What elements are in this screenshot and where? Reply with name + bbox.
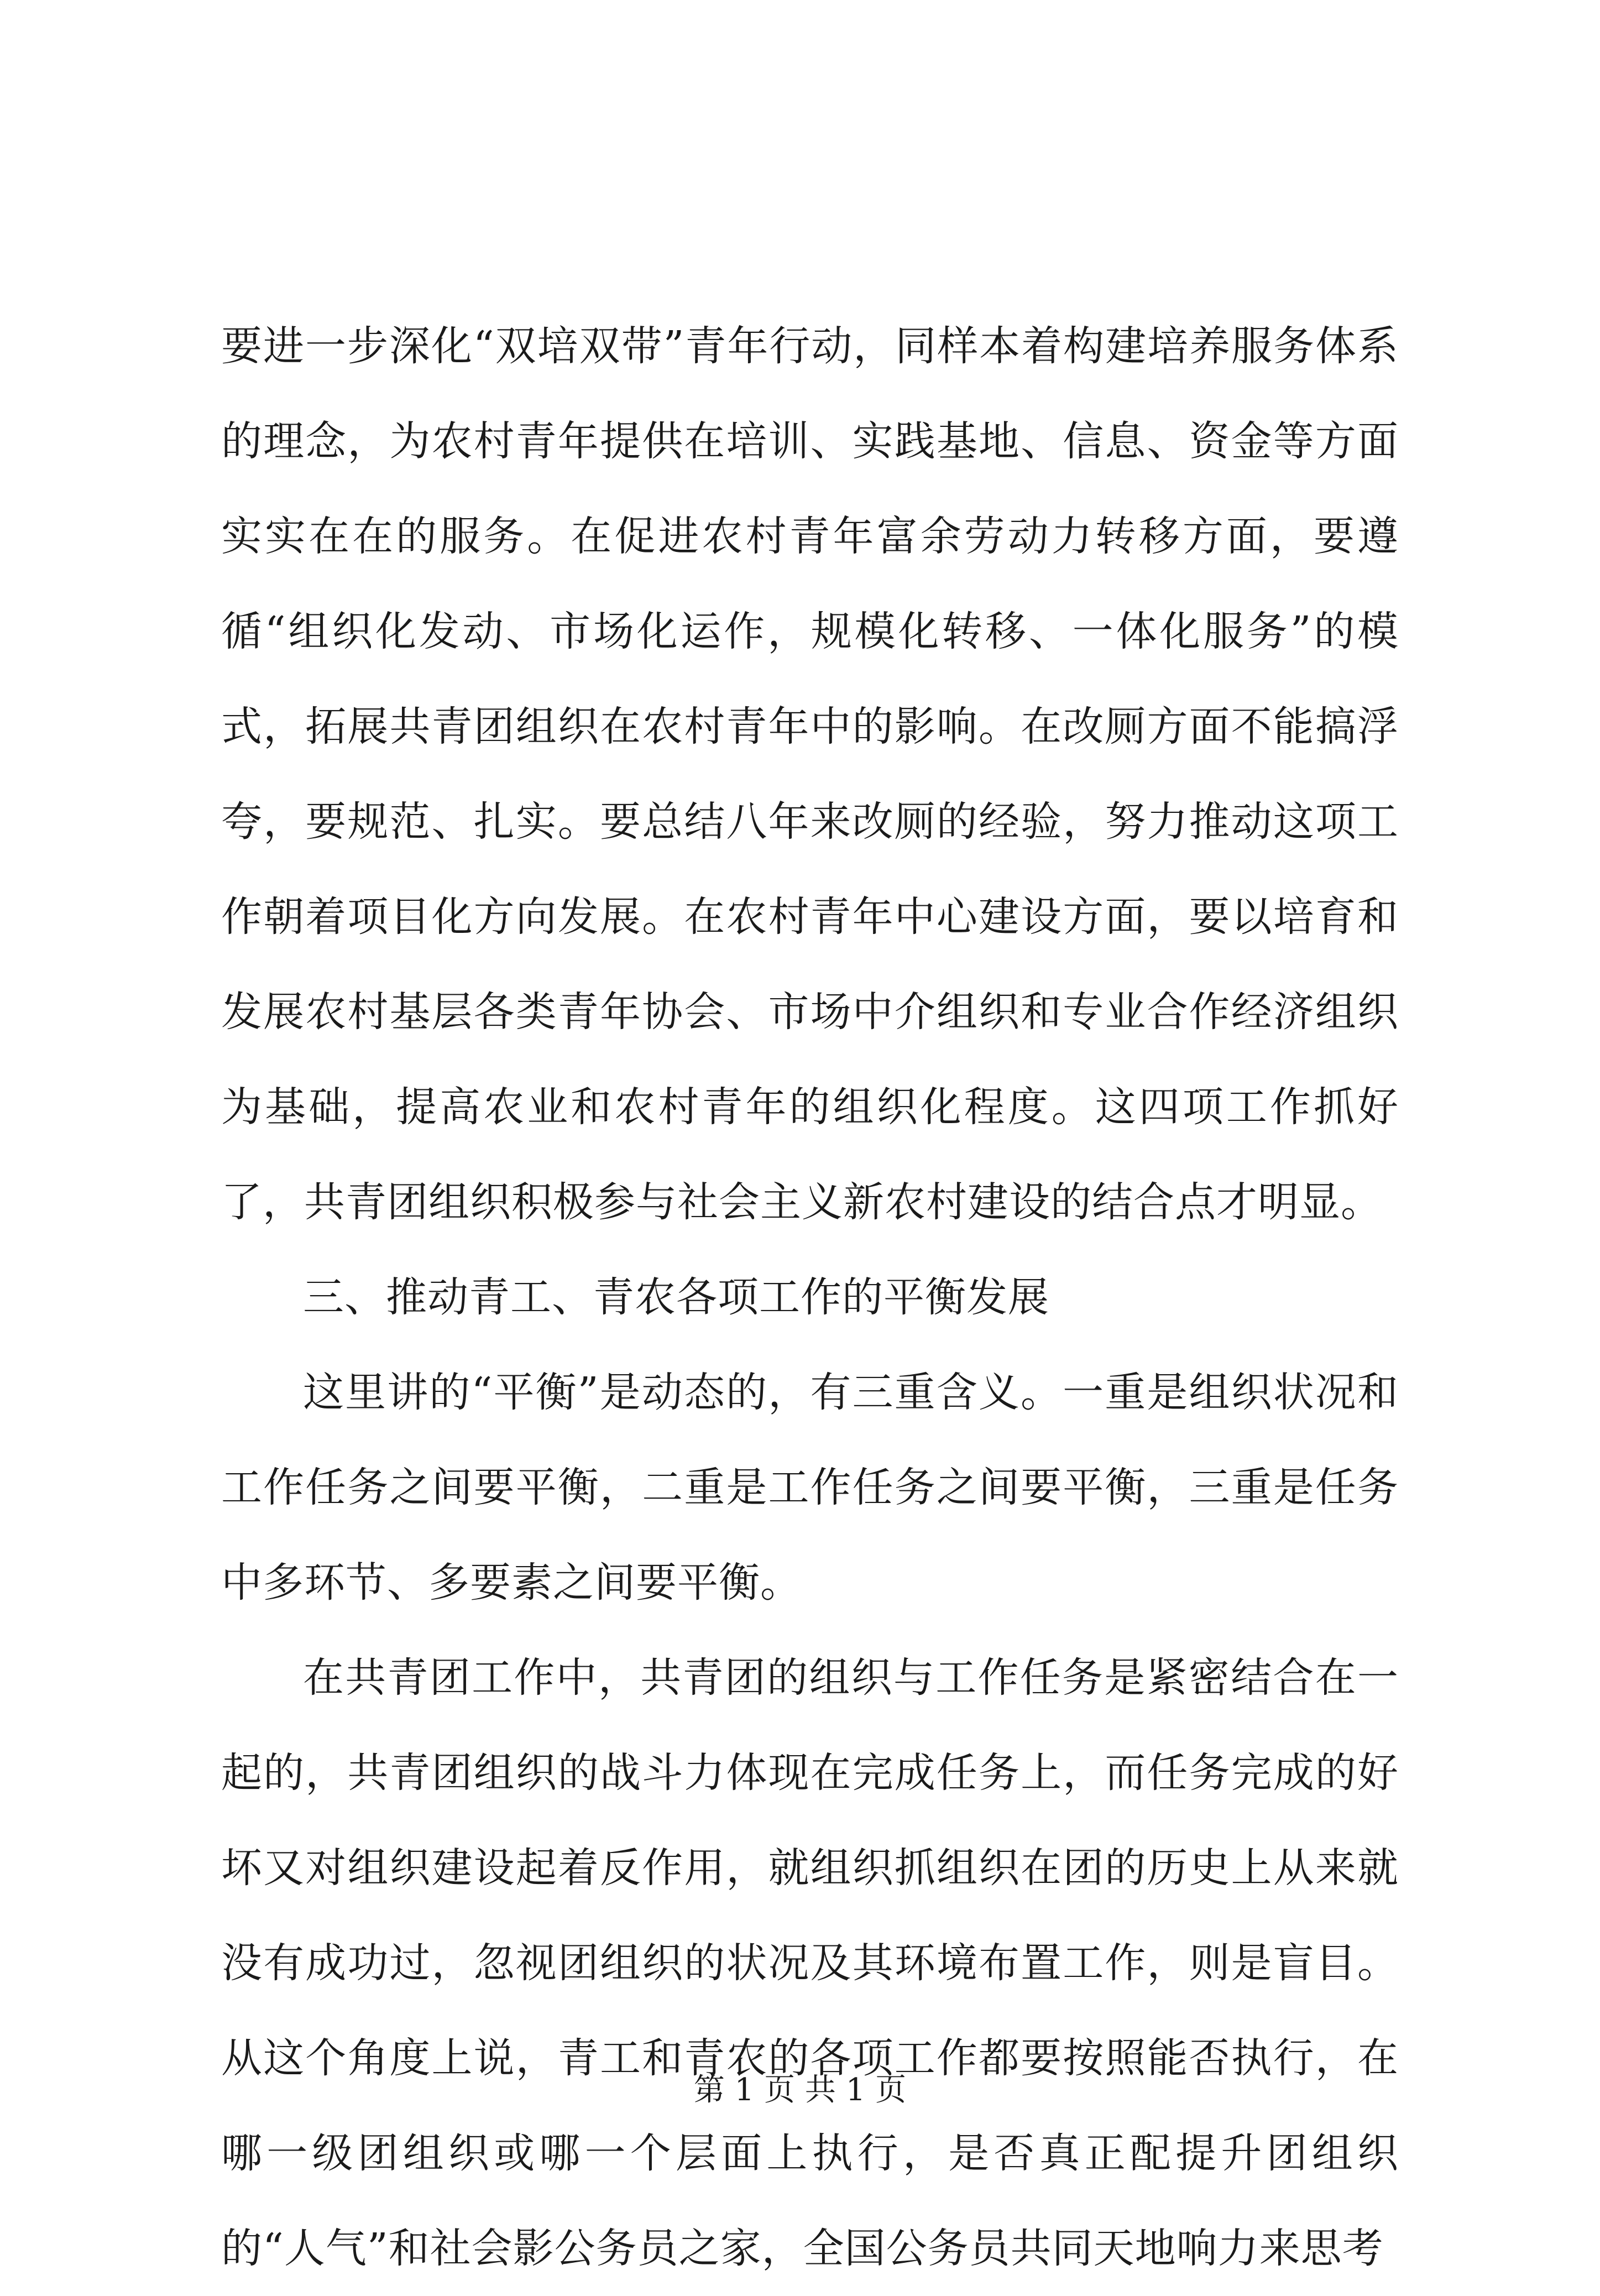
paragraph-organization-tasks: 在共青团工作中，共青团的组织与工作任务是紧密结合在一起的，共青团组织的战斗力体现在完成任务上，而任务完成的好坏又对组织建设起着反作用，就组织抓组织在团的历史上从来就没有成功过，忽视团组织的状况及其环境布置工作，则是盲目。从这个角度上说，青工和青农的各项工作都要按照能否执行，在哪一级团组织或哪一个层面上执行，是否真正配提升团组织的“人气”和社会影公务员之家，全国公务员共同天地响力来思考 xyxy=(221,1654,1399,2272)
page-footer: 第 1 页 共 1 页 xyxy=(693,2072,907,2108)
paragraph-balance-meaning: 这里讲的“平衡”是动态的，有三重含义。一重是组织状况和工作任务之间要平衡，二重是工作任务之间要平衡，三重是任务中多环节、多要素之间要平衡。 xyxy=(221,1369,1399,1606)
section-heading: 三、推动青工、青农各项工作的平衡发展 xyxy=(303,1274,1049,1321)
paragraph-continuation: 要进一步深化“双培双带”青年行动，同样本着构建培养服务体系的理念，为农村青年提供在培训、实践基地、信息、资金等方面实实在在的服务。在促进农村青年富余劳动力转移方面，要遵循“组织化发动、市场化运作，规模化转移、一体化服务”的模式，拓展共青团组织在农村青年中的影响。在改厕方面不能搞浮夸，要规范、扎实。要总结八年来改厕的经验，努力推动这项工作朝着项目化方向发展。在农村青年中心建设方面，要以培育和发展农村基层各类青年协会、市场中介组织和专业合作经济组织为基础，提高农业和农村青年的组织化程度。这四项工作抓好了，共青团组织积极参与社会主义新农村建设的结合点才明显。 xyxy=(221,322,1399,1226)
document-body xyxy=(221,299,1399,2296)
